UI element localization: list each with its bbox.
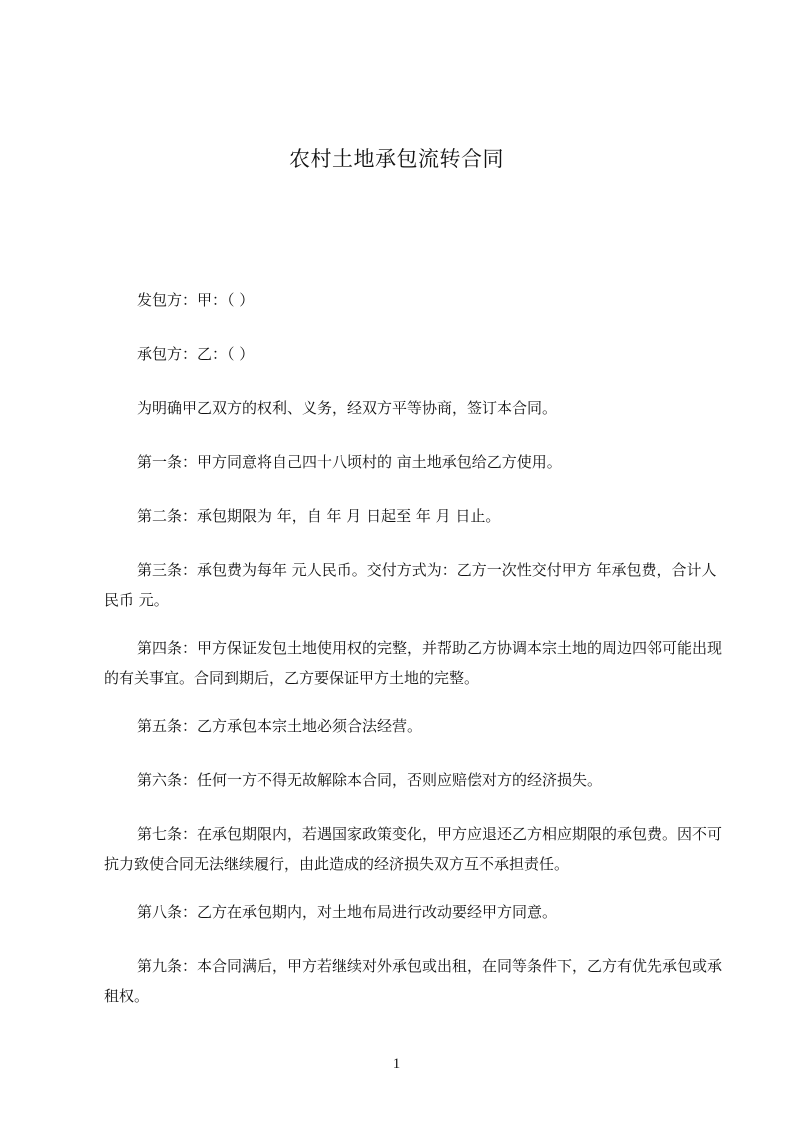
- paragraph-contractor: 承包方：乙：（ ）: [137, 345, 255, 363]
- paragraph-article-3: 第三条：承包费为每年 元人民币。交付方式为：乙方一次性交付甲方 年承包费，合计人民币 元。: [104, 561, 717, 609]
- paragraph-article-7: 第七条：在承包期限内，若遇国家政策变化，甲方应退还乙方相应期限的承包费。因不可抗力致使合同无法继续履行，由此造成的经济损失双方互不承担责任。: [104, 825, 723, 873]
- paragraph-article-9: 第九条：本合同满后，甲方若继续对外承包或出租，在同等条件下，乙方有优先承包或承租权。: [104, 957, 723, 1005]
- paragraph-article-6: 第六条：任何一方不得无故解除本合同，否则应赔偿对方的经济损失。: [137, 771, 603, 789]
- paragraph-article-1: 第一条：甲方同意将自己四十八顷村的 亩土地承包给乙方使用。: [137, 453, 562, 471]
- paragraph-article-5: 第五条：乙方承包本宗土地必须合法经营。: [137, 717, 423, 735]
- paragraph-employer: 发包方：甲：（ ）: [137, 291, 255, 309]
- document-title: 农村土地承包流转合同: [289, 147, 504, 171]
- paragraph-article-4: 第四条：甲方保证发包土地使用权的完整，并帮助乙方协调本宗土地的周边四邻可能出现的有关事宜。合同到期后，乙方要保证甲方土地的完整。: [104, 639, 723, 687]
- page-number: 1: [392, 1056, 401, 1072]
- paragraph-article-2: 第二条：承包期限为 年，自 年 月 日起至 年 月 日止。: [137, 507, 501, 525]
- paragraph-article-8: 第八条：乙方在承包期内，对土地布局进行改动要经甲方同意。: [137, 903, 558, 921]
- paragraph-preamble: 为明确甲乙双方的权利、义务，经双方平等协商，签订本合同。: [137, 399, 558, 417]
